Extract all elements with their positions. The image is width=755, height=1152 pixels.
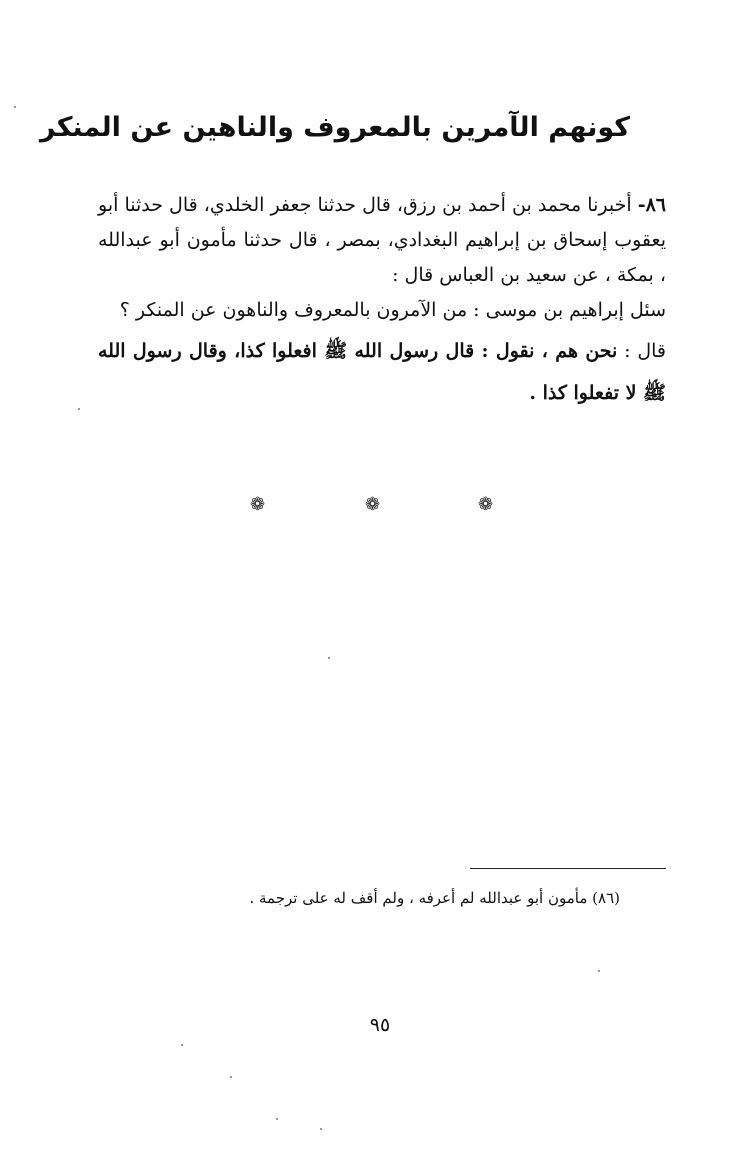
section-separator — [230, 493, 530, 517]
scan-speck — [78, 408, 80, 410]
hadith-answer-paragraph — [98, 330, 666, 414]
flower-ornament-icon: ❁ — [250, 494, 266, 515]
flower-ornament-icon: ❁ — [365, 494, 381, 515]
chapter-heading: كونهم الآمرين بالمعروف والناهين عن المنكر — [39, 112, 630, 143]
scan-speck — [598, 970, 600, 972]
footnote: (٨٦) مأمون أبو عبدالله لم أعرفه ، ولم أقف له على ترجمة . — [249, 889, 620, 907]
scan-speck — [276, 1118, 278, 1120]
hadith-answer-intro: قال : — [624, 340, 667, 362]
page-number: ٩٥ — [369, 1014, 391, 1036]
footnote-divider — [470, 868, 666, 869]
hadith-number: ٨٦- — [637, 194, 666, 216]
scan-speck — [320, 1128, 322, 1130]
scan-speck — [181, 1044, 183, 1046]
scan-speck — [14, 106, 16, 108]
scan-speck — [328, 657, 330, 659]
scan-speck — [230, 1076, 232, 1078]
hadith-question: سئل إبراهيم بن موسى : من الآمرون بالمعروف والناهون عن المنكر ؟ — [119, 299, 666, 321]
hadith-body — [98, 188, 666, 414]
hadith-narration-paragraph — [98, 188, 666, 293]
hadith-answer-text: نحن هم ، نقول : قال رسول الله ﷺ افعلوا كذا، وقال رسول الله ﷺ لا تفعلوا كذا . — [98, 340, 666, 404]
hadith-narration: أخبرنا محمد بن أحمد بن رزق، قال حدثنا جعفر الخلدي، قال حدثنا أبو يعقوب إسحاق بن إبراهيم البغدادي، بمصر ، قال حدثنا مأمون أبو عبدالله ، بمكة ، عن سعيد بن العباس قال : — [98, 194, 666, 286]
flower-ornament-icon: ❁ — [478, 494, 494, 515]
